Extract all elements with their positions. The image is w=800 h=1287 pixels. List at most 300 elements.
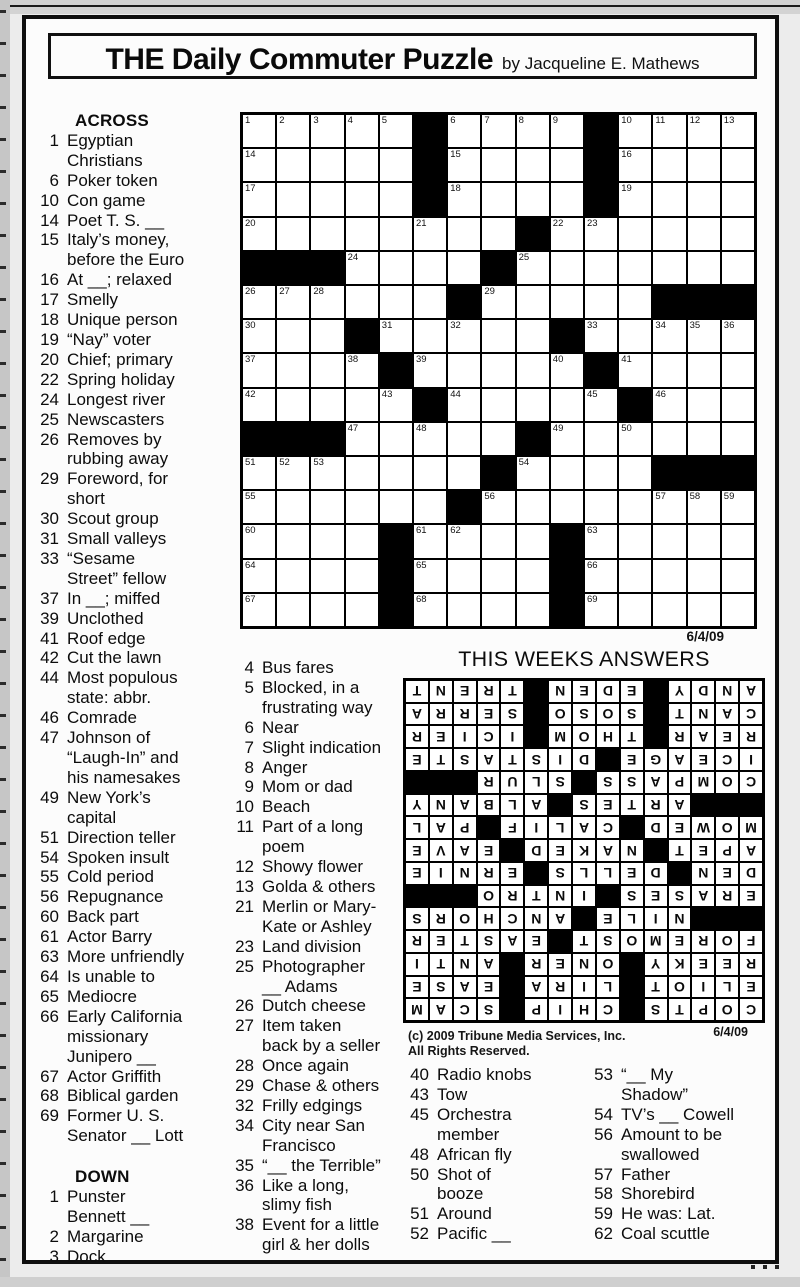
grid-cell: [618, 285, 652, 319]
answer-cell: A: [644, 771, 668, 794]
clue-line: [34, 430, 234, 450]
grid-cell: [242, 559, 276, 593]
answer-cell: R: [405, 930, 429, 953]
answer-cell: M: [644, 930, 668, 953]
grid-cell: [652, 524, 686, 558]
clue-text: Former U. S.: [67, 1106, 165, 1126]
grid-cell: [276, 456, 310, 490]
clue-number: [34, 569, 67, 589]
clue-number: [229, 977, 262, 997]
grid-cell: [447, 148, 481, 182]
clue-number: [34, 768, 67, 788]
grid-cell: [584, 319, 618, 353]
clue-text: back by a seller: [262, 1036, 381, 1056]
grid-cell: [550, 456, 584, 490]
grid-cell: [687, 319, 721, 353]
answer-cell: A: [405, 703, 429, 726]
clue-number: 53: [594, 1065, 613, 1084]
clue-line: [404, 1065, 604, 1085]
grid-cell: [652, 148, 686, 182]
grid-cell: [516, 251, 550, 285]
clue-number: 15: [40, 230, 59, 250]
clue-text: Senator __ Lott: [67, 1126, 184, 1146]
answer-cell: T: [572, 930, 596, 953]
grid-cell: [413, 456, 447, 490]
clue-text: Spring holiday: [67, 369, 175, 389]
answer-cell: Y: [668, 680, 692, 703]
grid-cell: [345, 456, 379, 490]
answer-cell: P: [691, 998, 715, 1021]
clue-text: Coal scuttle: [621, 1224, 710, 1244]
clue-number: [229, 837, 262, 857]
grid-cell-black: [481, 251, 515, 285]
answer-cell: T: [453, 930, 477, 953]
clue-line: [229, 797, 429, 817]
answer-cell: I: [405, 953, 429, 976]
cell-number: 7: [484, 115, 490, 126]
clue-number: 62: [594, 1224, 613, 1244]
answer-cell: S: [477, 930, 501, 953]
grid-cell: [413, 490, 447, 524]
answer-cell: S: [524, 748, 548, 771]
answer-cell-black: [668, 862, 692, 885]
clue-number: 10: [235, 797, 254, 817]
clue-text: Junipero __: [67, 1046, 156, 1066]
answer-cell: P: [715, 839, 739, 862]
answer-cell: E: [715, 725, 739, 748]
grid-cell: [721, 388, 755, 422]
grid-cell: [276, 182, 310, 216]
grid-cell: [310, 353, 344, 387]
cell-number: 4: [347, 115, 353, 126]
answer-cell: N: [572, 953, 596, 976]
grid-cell-black: [652, 456, 686, 490]
clue-line: [229, 857, 429, 877]
grid-cell: [345, 559, 379, 593]
clue-text: Kate or Ashley: [262, 916, 372, 936]
answer-cell: R: [739, 953, 763, 976]
answer-cell: D: [524, 839, 548, 862]
clue-number: 58: [594, 1184, 613, 1204]
clue-line: [588, 1065, 788, 1085]
grid-cell: [550, 114, 584, 148]
grid-cell: [276, 593, 310, 627]
clue-number: [34, 688, 67, 708]
grid-cell: [584, 422, 618, 456]
grid-cell: [652, 217, 686, 251]
grid-cell: [721, 319, 755, 353]
grid-cell: [516, 353, 550, 387]
answer-cell: A: [500, 930, 524, 953]
answer-cell: C: [477, 725, 501, 748]
clue-number: 26: [40, 429, 59, 449]
grid-cell: [242, 490, 276, 524]
grid-cell-black: [447, 490, 481, 524]
grid-cell-black: [550, 559, 584, 593]
clue-text: Francisco: [262, 1135, 336, 1155]
clue-line: [229, 777, 429, 797]
cell-number: 29: [484, 286, 495, 297]
answer-cell: E: [620, 748, 644, 771]
clue-line: [34, 808, 234, 828]
answer-cell: O: [477, 885, 501, 908]
clue-line: [34, 748, 234, 768]
clue-number: 1: [49, 130, 59, 150]
grid-cell: [310, 524, 344, 558]
grid-cell: [413, 593, 447, 627]
grid-cell: [345, 114, 379, 148]
answer-cell: E: [477, 839, 501, 862]
grid-cell: [345, 148, 379, 182]
answer-cell: A: [715, 703, 739, 726]
clue-text: member: [437, 1124, 500, 1144]
clue-line: [34, 1227, 234, 1247]
clue-line: [34, 529, 234, 549]
answer-cell: E: [477, 703, 501, 726]
clue-line: [588, 1145, 788, 1165]
answer-cell: O: [596, 953, 620, 976]
title-box: [48, 33, 757, 79]
clue-text: New York’s: [67, 787, 151, 807]
clue-line: [34, 828, 234, 848]
clue-number: 25: [235, 956, 254, 976]
clue-line: [404, 1085, 604, 1105]
clue-number: 40: [410, 1065, 429, 1084]
clue-text: Actor Griffith: [67, 1066, 162, 1086]
clue-text: Foreword, for: [67, 469, 169, 489]
clue-line: [229, 1056, 429, 1076]
grid-cell: [687, 422, 721, 456]
answer-cell-black: [429, 885, 453, 908]
clue-line: [229, 917, 429, 937]
clue-text: Unique person: [67, 310, 178, 330]
clue-number: 28: [235, 1056, 254, 1076]
answer-cell-black: [620, 976, 644, 999]
grid-cell: [721, 114, 755, 148]
clue-line: [34, 708, 234, 728]
clue-line: [34, 449, 234, 469]
grid-cell: [687, 217, 721, 251]
answer-cell: L: [715, 976, 739, 999]
page-title: THE Daily Commuter Puzzle: [105, 43, 494, 76]
grid-cell: [618, 319, 652, 353]
cell-number: 68: [416, 593, 427, 605]
clue-text: Is unable to: [67, 966, 155, 986]
answer-cell: R: [429, 907, 453, 930]
clue-text: Dock: [67, 1246, 106, 1266]
clue-text: capital: [67, 807, 117, 827]
clue-line: [229, 1076, 429, 1096]
answer-cell: A: [668, 794, 692, 817]
grid-cell: [618, 217, 652, 251]
grid-cell: [242, 353, 276, 387]
clue-text: Radio knobs: [437, 1065, 532, 1084]
cell-number: 15: [450, 149, 461, 161]
clue-number: 20: [40, 349, 59, 369]
clue-number: [34, 808, 67, 828]
clue-line: [229, 897, 429, 917]
answer-cell: O: [572, 725, 596, 748]
copyright-line1: (c) 2009 Tribune Media Services, Inc.: [408, 1029, 626, 1043]
grid-cell: [345, 490, 379, 524]
grid-cell: [687, 388, 721, 422]
clue-number: 16: [40, 270, 59, 290]
answer-cell: C: [739, 703, 763, 726]
grid-cell-black: [516, 217, 550, 251]
grid-cell: [652, 353, 686, 387]
grid-cell: [379, 217, 413, 251]
grid-cell: [687, 148, 721, 182]
answer-cell: D: [739, 862, 763, 885]
clue-number: [34, 151, 67, 171]
clue-list-gap: [34, 1146, 234, 1167]
grid-cell: [481, 319, 515, 353]
grid-cell: [481, 490, 515, 524]
clue-number: 33: [40, 548, 59, 568]
answer-cell: N: [429, 680, 453, 703]
clue-number: 35: [235, 1155, 254, 1175]
answer-cell: A: [668, 748, 692, 771]
grid-cell: [618, 422, 652, 456]
clue-text: Dutch cheese: [262, 996, 366, 1016]
grid-cell: [584, 559, 618, 593]
grid-cell: [276, 490, 310, 524]
clue-line: [404, 1125, 604, 1145]
grid-cell: [379, 388, 413, 422]
answer-cell: M: [548, 725, 572, 748]
cell-number: 9: [552, 115, 559, 126]
answer-cell: C: [596, 998, 620, 1021]
grid-cell-black: [584, 182, 618, 216]
page-edge-marks: [0, 0, 10, 1287]
answer-cell: G: [644, 748, 668, 771]
clue-number: 21: [235, 896, 254, 916]
grid-cell: [652, 422, 686, 456]
grid-cell: [618, 251, 652, 285]
grid-cell: [379, 251, 413, 285]
grid-cell: [516, 148, 550, 182]
grid-cell: [413, 285, 447, 319]
clue-text: Removes by: [67, 429, 162, 449]
clue-number: [229, 1036, 262, 1056]
grid-cell: [721, 182, 755, 216]
clue-line: [229, 1176, 429, 1196]
cell-number: 69: [587, 593, 598, 605]
answer-cell-black: [715, 794, 739, 817]
answer-cell: T: [500, 748, 524, 771]
clue-line: [229, 977, 429, 997]
answer-cell: E: [548, 839, 572, 862]
clue-line: [34, 848, 234, 868]
answer-cell: E: [405, 839, 429, 862]
cell-number: 50: [621, 422, 632, 434]
answer-cell: S: [668, 885, 692, 908]
grid-cell: [447, 217, 481, 251]
answer-cell-black: [596, 748, 620, 771]
grid-cell: [618, 353, 652, 387]
clue-number: 36: [235, 1175, 254, 1195]
answer-cell: O: [715, 930, 739, 953]
answer-cell-black: [524, 680, 548, 703]
clue-line: [34, 688, 234, 708]
grid-cell: [687, 114, 721, 148]
answer-cell-black: [405, 771, 429, 794]
page-top-margin: [0, 0, 800, 14]
cell-number: 30: [245, 320, 256, 332]
grid-cell: [379, 456, 413, 490]
answer-cell-black: [524, 862, 548, 885]
grid-cell: [242, 456, 276, 490]
clue-number: [34, 1126, 67, 1146]
cell-number: 55: [245, 491, 256, 503]
clue-text: Early California: [67, 1006, 183, 1026]
clue-number: 32: [235, 1095, 254, 1115]
answer-cell-black: [548, 930, 572, 953]
answer-cell: H: [572, 998, 596, 1021]
grid-cell: [652, 490, 686, 524]
answer-cell: T: [668, 998, 692, 1021]
clue-text: Mom or dad: [262, 777, 353, 797]
clue-number: 7: [244, 737, 254, 757]
answer-cell: D: [644, 816, 668, 839]
answer-cell: R: [405, 725, 429, 748]
cell-number: 27: [279, 286, 290, 297]
answers-grid: [403, 678, 765, 1023]
clue-line: [588, 1085, 788, 1105]
grid-cell-black: [584, 353, 618, 387]
cell-number: 28: [313, 286, 324, 297]
clue-number: 1: [49, 1187, 59, 1207]
answer-cell: E: [500, 862, 524, 885]
answer-cell-black: [572, 907, 596, 930]
answer-cell-black: [405, 885, 429, 908]
page-bottom-margin: [0, 1277, 800, 1287]
answer-cell: T: [620, 794, 644, 817]
clue-line: [34, 1007, 234, 1027]
answer-cell-black: [572, 771, 596, 794]
grid-cell-black: [413, 148, 447, 182]
clue-number: 48: [410, 1144, 429, 1164]
cell-number: 58: [689, 491, 701, 503]
clue-line: [229, 738, 429, 758]
clue-line: [34, 1047, 234, 1067]
answer-cell: E: [548, 953, 572, 976]
clue-number: 47: [40, 728, 59, 748]
clue-line: [34, 1126, 234, 1146]
answer-cell: N: [429, 794, 453, 817]
cell-number: 44: [450, 388, 461, 400]
grid-cell: [413, 217, 447, 251]
grid-cell: [481, 524, 515, 558]
clue-line: [34, 589, 234, 609]
clue-number: [229, 1195, 262, 1215]
grid-cell: [481, 114, 515, 148]
grid-cell: [584, 285, 618, 319]
answer-cell: I: [500, 725, 524, 748]
clue-number: 56: [594, 1124, 613, 1144]
grid-cell: [242, 148, 276, 182]
cell-number: 6: [450, 115, 456, 126]
clue-line: [229, 698, 429, 718]
answer-cell: L: [596, 862, 620, 885]
clue-text: Longest river: [67, 389, 166, 409]
grid-cell: [242, 114, 276, 148]
grid-cell-black: [550, 593, 584, 627]
grid-cell: [379, 285, 413, 319]
clue-line: [34, 788, 234, 808]
grid-cell: [516, 285, 550, 319]
clue-number: [229, 1136, 262, 1156]
answer-cell-black: [429, 771, 453, 794]
clue-line: [34, 1247, 234, 1267]
answer-cell-black: [715, 907, 739, 930]
clue-line: [34, 549, 234, 569]
clue-line: [34, 609, 234, 629]
answer-cell-black: [620, 816, 644, 839]
answer-cell-black: [620, 953, 644, 976]
grid-cell: [550, 353, 584, 387]
grid-cell: [516, 388, 550, 422]
cell-number: 49: [552, 422, 564, 434]
grid-cell: [550, 285, 584, 319]
grid-cell: [276, 114, 310, 148]
grid-cell: [310, 456, 344, 490]
cell-number: 52: [279, 457, 290, 468]
puzzle-frame: [22, 15, 779, 1264]
cell-number: 61: [416, 525, 427, 537]
clue-text: Around: [437, 1204, 492, 1224]
clue-text: swallowed: [621, 1144, 700, 1164]
clue-text: Blocked, in a: [262, 677, 360, 697]
grid-cell: [687, 524, 721, 558]
grid-cell-black: [721, 285, 755, 319]
clue-line: [229, 1235, 429, 1255]
clue-line: [229, 1156, 429, 1176]
answer-cell: O: [715, 771, 739, 794]
clue-text: Bus fares: [262, 658, 334, 677]
grid-cell: [481, 388, 515, 422]
cell-number: 65: [416, 559, 427, 571]
clue-number: [34, 1027, 67, 1047]
clue-text: Chief; primary: [67, 349, 173, 369]
cell-number: 37: [245, 354, 256, 366]
answer-cell: N: [691, 862, 715, 885]
answer-cell: R: [739, 725, 763, 748]
cell-number: 51: [245, 457, 256, 468]
grid-cell: [687, 182, 721, 216]
clue-line: [34, 768, 234, 788]
answer-cell: S: [429, 976, 453, 999]
answer-cell-black: [453, 885, 477, 908]
cell-number: 46: [655, 388, 666, 400]
clue-line: [34, 1086, 234, 1106]
cell-number: 59: [723, 491, 735, 503]
grid-cell: [721, 217, 755, 251]
clue-text: Shot of: [437, 1164, 491, 1184]
grid-cell-black: [481, 456, 515, 490]
answer-cell: E: [691, 748, 715, 771]
corner-dots: [751, 1265, 779, 1269]
clue-text: Anger: [262, 757, 308, 777]
grid-cell: [310, 593, 344, 627]
answer-cell: A: [524, 794, 548, 817]
clue-line: [34, 1067, 234, 1087]
grid-cell: [550, 422, 584, 456]
clue-number: 13: [235, 876, 254, 896]
answer-cell: N: [524, 907, 548, 930]
answer-cell: H: [596, 725, 620, 748]
cell-number: 54: [518, 457, 530, 468]
